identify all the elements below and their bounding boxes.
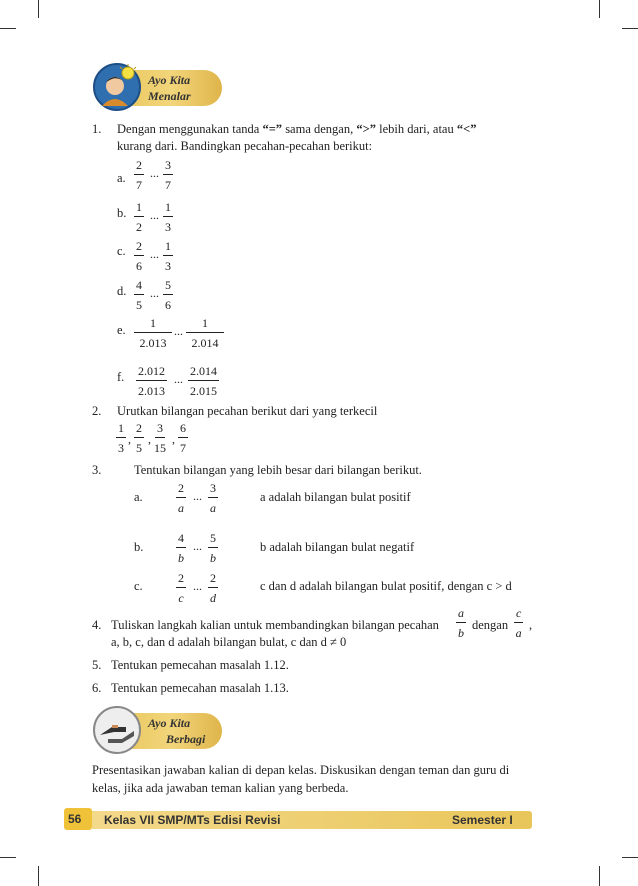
comparison-dots: ... — [150, 166, 159, 180]
fraction — [163, 158, 173, 192]
separator-comma: , — [148, 432, 151, 446]
fraction — [134, 421, 144, 455]
denominator: d — [210, 591, 216, 605]
q1-item-label: e. — [117, 323, 126, 337]
footer-book-title: Kelas VII SMP/MTs Edisi Revisi — [104, 813, 281, 827]
comparison-dots: ... — [174, 372, 183, 386]
numerator: 4 — [176, 531, 186, 548]
fraction — [514, 606, 523, 640]
fraction — [178, 421, 188, 455]
q3-condition: a adalah bilangan bulat positif — [260, 490, 411, 504]
crop-mark — [599, 0, 600, 18]
comparison-dots: ... — [193, 489, 202, 503]
thinking-person-icon — [92, 62, 142, 112]
crop-mark — [38, 866, 39, 886]
crop-mark — [622, 28, 638, 29]
denominator: 6 — [136, 259, 142, 273]
q1-item-label: d. — [117, 284, 127, 298]
fraction — [176, 481, 186, 515]
q1-text-line1 — [117, 121, 476, 137]
q1-text-c: lebih dari, atau — [379, 122, 454, 136]
q1-symbol-less: “<” — [456, 122, 477, 136]
crop-mark — [0, 857, 16, 858]
numerator: 2 — [176, 571, 186, 588]
q1-symbol-greater: “>” — [356, 122, 376, 136]
denominator: 6 — [165, 298, 171, 312]
numerator: 5 — [163, 278, 173, 295]
fraction — [163, 239, 173, 273]
comparison-dots: ... — [193, 579, 202, 593]
numerator: 3 — [155, 421, 165, 438]
q1-item-label: b. — [117, 206, 127, 220]
q4-text-line2: a, b, c, dan d adalah bilangan bulat, c dan d ≠ 0 — [111, 635, 347, 649]
numerator: 2 — [176, 481, 186, 498]
q5-text: Tentukan pemecahan masalah 1.12. — [111, 658, 289, 672]
fraction — [208, 571, 218, 605]
numerator: 2.012 — [136, 364, 167, 381]
denominator: 2 — [136, 220, 142, 234]
denominator: b — [210, 551, 216, 565]
section-title-berbagi-line2: Berbagi — [166, 732, 206, 746]
fraction — [134, 278, 144, 312]
numerator: 5 — [208, 531, 218, 548]
fraction — [136, 364, 167, 398]
fraction — [154, 421, 166, 455]
fraction — [176, 571, 186, 605]
denominator: 3 — [118, 441, 124, 455]
q4-text: Tuliskan langkah kalian untuk membandingkan bilangan pecahan — [111, 618, 439, 632]
fraction — [116, 421, 126, 455]
numerator: 1 — [163, 200, 173, 217]
separator-comma: , — [172, 432, 175, 446]
q1-number: 1. — [92, 122, 102, 136]
fraction — [456, 606, 466, 640]
q3-item-label: b. — [134, 540, 144, 554]
numerator: c — [514, 606, 523, 623]
q1-text-b: sama dengan, — [285, 122, 354, 136]
q1-item-label: a. — [117, 171, 126, 185]
fraction — [136, 316, 170, 350]
q3-number: 3. — [92, 463, 102, 477]
denominator: a — [178, 501, 184, 515]
denominator: 2.015 — [190, 384, 217, 398]
numerator: 1 — [186, 316, 224, 333]
q3-item-label: a. — [134, 490, 143, 504]
denominator: 2.013 — [139, 336, 167, 350]
numerator: 2 — [134, 421, 144, 438]
denominator: b — [178, 551, 184, 565]
denominator: 3 — [165, 220, 171, 234]
numerator: 6 — [178, 421, 188, 438]
denominator: 7 — [180, 441, 186, 455]
q2-text: Urutkan bilangan pecahan berikut dari yang terkecil — [117, 404, 378, 418]
fraction — [188, 316, 222, 350]
q1-text-line2: kurang dari. Bandingkan pecahan-pecahan berikut: — [117, 139, 373, 153]
denominator: a — [515, 626, 522, 640]
denominator: c — [178, 591, 184, 605]
comparison-dots: ... — [150, 208, 159, 222]
q4-connector: dengan — [472, 618, 509, 632]
numerator: 1 — [116, 421, 126, 438]
numerator: 2.014 — [188, 364, 219, 381]
fraction — [134, 239, 144, 273]
denominator: 7 — [165, 178, 171, 192]
comparison-dots: ... — [150, 247, 159, 261]
q3-text: Tentukan bilangan yang lebih besar dari bilangan berikut. — [134, 463, 422, 477]
closing-text-line1: Presentasikan jawaban kalian di depan kelas. Diskusikan dengan teman dan guru di — [92, 763, 510, 777]
fraction — [208, 481, 218, 515]
comparison-dots: ... — [193, 539, 202, 553]
q4-comma: , — [529, 618, 533, 632]
separator-comma: , — [128, 432, 131, 446]
comparison-dots: ... — [174, 324, 183, 338]
numerator: a — [456, 606, 466, 623]
fraction — [134, 158, 144, 192]
q1-text-a: Dengan menggunakan tanda — [117, 122, 260, 136]
denominator: 2.014 — [191, 336, 219, 350]
comparison-dots: ... — [150, 286, 159, 300]
q6-text: Tentukan pemecahan masalah 1.13. — [111, 681, 289, 695]
fraction — [134, 200, 144, 234]
denominator: b — [458, 626, 464, 640]
section-title-berbagi-line1: Ayo Kita — [148, 716, 191, 730]
section-title-menalar-line1: Ayo Kita — [148, 73, 191, 87]
q1-symbol-equal: “=” — [262, 122, 283, 136]
numerator: 1 — [134, 200, 144, 217]
fraction — [163, 278, 173, 312]
numerator: 4 — [134, 278, 144, 295]
q1-item-label: c. — [117, 244, 126, 258]
denominator: 5 — [136, 441, 142, 455]
crop-mark — [622, 857, 638, 858]
denominator: 7 — [136, 178, 142, 192]
q6-number: 6. — [92, 681, 102, 695]
numerator: 2 — [208, 571, 218, 588]
q4-number: 4. — [92, 618, 102, 632]
denominator: 3 — [165, 259, 171, 273]
q3-condition: b adalah bilangan bulat negatif — [260, 540, 415, 554]
section-title-menalar-line2: Menalar — [148, 89, 191, 103]
q2-number: 2. — [92, 404, 102, 418]
denominator: a — [210, 501, 216, 515]
q3-item-label: c. — [134, 579, 143, 593]
denominator: 2.013 — [138, 384, 165, 398]
crop-mark — [38, 0, 39, 18]
denominator: 15 — [154, 441, 166, 455]
closing-text-line2: kelas, jika ada jawaban teman kalian yang berbeda. — [92, 781, 349, 795]
numerator: 2 — [134, 158, 144, 175]
numerator: 3 — [163, 158, 173, 175]
crop-mark — [599, 866, 600, 886]
sharing-hands-icon — [92, 705, 142, 755]
q3-condition: c dan d adalah bilangan bulat positif, dengan c > d — [260, 579, 512, 593]
fraction — [208, 531, 218, 565]
denominator: 5 — [136, 298, 142, 312]
q1-item-label: f. — [117, 370, 125, 384]
crop-mark — [0, 28, 16, 29]
numerator: 1 — [134, 316, 172, 333]
q5-number: 5. — [92, 658, 102, 672]
fraction — [176, 531, 186, 565]
footer-semester: Semester I — [452, 813, 513, 827]
fraction — [188, 364, 219, 398]
numerator: 1 — [163, 239, 173, 256]
page-number: 56 — [68, 812, 82, 826]
numerator: 3 — [208, 481, 218, 498]
numerator: 2 — [134, 239, 144, 256]
fraction — [163, 200, 173, 234]
